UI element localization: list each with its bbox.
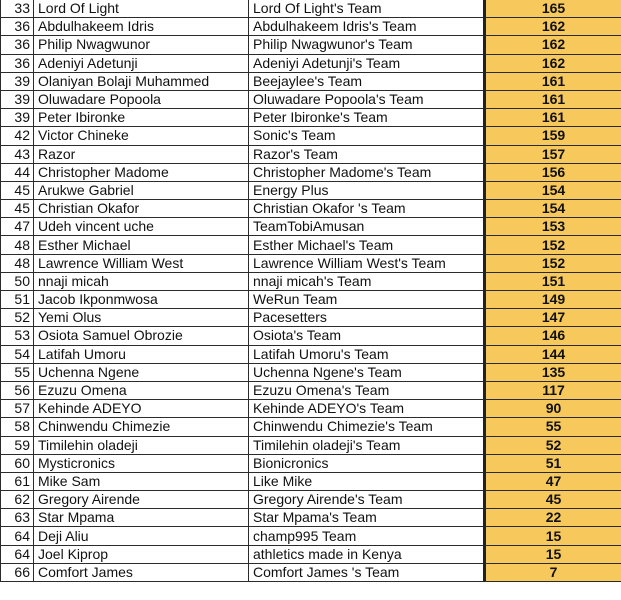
score-cell[interactable]: 15 — [486, 527, 621, 545]
team-name-cell[interactable]: Bionicronics — [249, 454, 484, 472]
participant-name-cell[interactable]: Razor — [34, 145, 249, 163]
rank-cell[interactable]: 48 — [1, 236, 34, 254]
rank-cell[interactable]: 64 — [1, 545, 34, 563]
participant-name-cell[interactable]: Mike Sam — [34, 472, 249, 490]
score-cell[interactable]: 22 — [486, 509, 621, 527]
participant-name-cell[interactable]: Chinwendu Chimezie — [34, 418, 249, 436]
rank-cell[interactable]: 43 — [1, 145, 34, 163]
rank-cell[interactable]: 50 — [1, 272, 34, 290]
table-row — [1, 545, 621, 563]
table-row — [1, 309, 621, 327]
score-cell[interactable]: 144 — [486, 345, 621, 363]
team-name-cell[interactable]: Energy Plus — [249, 181, 484, 199]
team-name-cell[interactable]: Razor's Team — [249, 145, 484, 163]
rank-cell[interactable]: 33 — [1, 0, 34, 18]
participant-name-cell[interactable]: Osiota Samuel Obrozie — [34, 327, 249, 345]
table-row — [1, 181, 621, 199]
participant-name-cell[interactable]: Ezuzu Omena — [34, 381, 249, 399]
table-row — [1, 127, 621, 145]
rank-cell[interactable]: 39 — [1, 90, 34, 108]
rank-cell[interactable]: 42 — [1, 127, 34, 145]
score-cell[interactable]: 52 — [486, 436, 621, 454]
participant-name-cell[interactable]: Uchenna Ngene — [34, 363, 249, 381]
score-cell[interactable]: 157 — [486, 145, 621, 163]
team-name-cell[interactable]: Christopher Madome's Team — [249, 163, 484, 181]
team-name-cell[interactable]: Ezuzu Omena's Team — [249, 381, 484, 399]
table-row — [1, 200, 621, 218]
rank-cell[interactable]: 51 — [1, 291, 34, 309]
participant-name-cell[interactable]: Christopher Madome — [34, 163, 249, 181]
table-row — [1, 491, 621, 509]
participant-name-cell[interactable]: Jacob Ikponmwosa — [34, 291, 249, 309]
team-name-cell[interactable]: Pacesetters — [249, 309, 484, 327]
team-name-cell[interactable]: nnaji micah's Team — [249, 272, 484, 290]
participant-name-cell[interactable]: Kehinde ADEYO — [34, 400, 249, 418]
rank-cell[interactable]: 45 — [1, 200, 34, 218]
participant-name-cell[interactable]: Joel Kiprop — [34, 545, 249, 563]
score-cell[interactable]: 51 — [486, 454, 621, 472]
rank-cell[interactable]: 44 — [1, 163, 34, 181]
score-cell[interactable]: 135 — [486, 363, 621, 381]
table-row — [1, 509, 621, 527]
rank-cell[interactable]: 66 — [1, 563, 34, 581]
rank-cell[interactable]: 54 — [1, 345, 34, 363]
rank-cell[interactable]: 58 — [1, 418, 34, 436]
table-row — [1, 472, 621, 490]
team-name-cell[interactable]: Lord Of Light's Team — [249, 0, 484, 18]
rank-cell[interactable]: 47 — [1, 218, 34, 236]
participant-name-cell[interactable]: Arukwe Gabriel — [34, 181, 249, 199]
table-row — [1, 381, 621, 399]
team-name-cell[interactable]: Adeniyi Adetunji's Team — [249, 54, 484, 72]
score-cell[interactable]: 151 — [486, 272, 621, 290]
team-name-cell[interactable]: Chinwendu Chimezie's Team — [249, 418, 484, 436]
score-cell[interactable]: 162 — [486, 54, 621, 72]
team-name-cell[interactable]: TeamTobiAmusan — [249, 218, 484, 236]
table-row — [1, 218, 621, 236]
score-cell[interactable]: 146 — [486, 327, 621, 345]
participant-name-cell[interactable]: Comfort James — [34, 563, 249, 581]
table-row — [1, 36, 621, 54]
rank-cell[interactable]: 39 — [1, 109, 34, 127]
team-name-cell[interactable]: Christian Okafor 's Team — [249, 200, 484, 218]
score-cell[interactable]: 149 — [486, 291, 621, 309]
table-row — [1, 254, 621, 272]
rank-cell[interactable]: 45 — [1, 181, 34, 199]
rank-cell[interactable]: 48 — [1, 254, 34, 272]
participant-name-cell[interactable]: Latifah Umoru — [34, 345, 249, 363]
table-row — [1, 436, 621, 454]
score-cell[interactable]: 45 — [486, 491, 621, 509]
team-name-cell[interactable]: champ995 Team — [249, 527, 484, 545]
table-row — [1, 109, 621, 127]
score-cell[interactable]: 152 — [486, 236, 621, 254]
table-row — [1, 90, 621, 108]
rank-cell[interactable]: 36 — [1, 54, 34, 72]
participant-name-cell[interactable]: Olaniyan Bolaji Muhammed — [34, 72, 249, 90]
table-row — [1, 54, 621, 72]
score-cell[interactable]: 55 — [486, 418, 621, 436]
rank-cell[interactable]: 36 — [1, 36, 34, 54]
leaderboard-rows — [1, 0, 621, 582]
score-cell[interactable]: 15 — [486, 545, 621, 563]
participant-name-cell[interactable]: Lord Of Light — [34, 0, 249, 18]
score-cell[interactable]: 47 — [486, 472, 621, 490]
team-name-cell[interactable]: Comfort James 's Team — [249, 563, 484, 581]
participant-name-cell[interactable]: nnaji micah — [34, 272, 249, 290]
team-name-cell[interactable]: Oluwadare Popoola's Team — [249, 90, 484, 108]
team-name-cell[interactable]: Star Mpama's Team — [249, 509, 484, 527]
score-cell[interactable]: 90 — [486, 400, 621, 418]
team-name-cell[interactable]: Timilehin oladeji's Team — [249, 436, 484, 454]
team-name-cell[interactable]: Beejaylee's Team — [249, 72, 484, 90]
rank-cell[interactable]: 63 — [1, 509, 34, 527]
rank-cell[interactable]: 60 — [1, 454, 34, 472]
rank-cell[interactable]: 56 — [1, 381, 34, 399]
participant-name-cell[interactable]: Deji Aliu — [34, 527, 249, 545]
participant-name-cell[interactable]: Timilehin oladeji — [34, 436, 249, 454]
team-name-cell[interactable]: Like Mike — [249, 472, 484, 490]
rank-cell[interactable]: 59 — [1, 436, 34, 454]
table-row — [1, 345, 621, 363]
table-row — [1, 236, 621, 254]
table-row — [1, 363, 621, 381]
participant-name-cell[interactable]: Mysticronics — [34, 454, 249, 472]
rank-cell[interactable]: 52 — [1, 309, 34, 327]
rank-cell[interactable]: 55 — [1, 363, 34, 381]
table-row — [1, 291, 621, 309]
table-row — [1, 72, 621, 90]
participant-name-cell[interactable]: Peter Ibironke — [34, 109, 249, 127]
score-cell[interactable]: 147 — [486, 309, 621, 327]
participant-name-cell[interactable]: Oluwadare Popoola — [34, 90, 249, 108]
score-cell[interactable]: 154 — [486, 200, 621, 218]
score-cell[interactable]: 161 — [486, 90, 621, 108]
team-name-cell[interactable]: Lawrence William West's Team — [249, 254, 484, 272]
table-row — [1, 327, 621, 345]
team-name-cell[interactable]: Philip Nwagwunor's Team — [249, 36, 484, 54]
participant-name-cell[interactable]: Udeh vincent uche — [34, 218, 249, 236]
rank-cell[interactable]: 36 — [1, 18, 34, 36]
score-cell[interactable]: 165 — [486, 0, 621, 18]
participant-name-cell[interactable]: Christian Okafor — [34, 200, 249, 218]
team-name-cell[interactable]: Latifah Umoru's Team — [249, 345, 484, 363]
table-row — [1, 18, 621, 36]
score-cell[interactable]: 153 — [486, 218, 621, 236]
team-name-cell[interactable]: Gregory Airende's Team — [249, 491, 484, 509]
table-row — [1, 145, 621, 163]
team-name-cell[interactable]: Peter Ibironke's Team — [249, 109, 484, 127]
team-name-cell[interactable]: Abdulhakeem Idris's Team — [249, 18, 484, 36]
participant-name-cell[interactable]: Gregory Airende — [34, 491, 249, 509]
rank-cell[interactable]: 64 — [1, 527, 34, 545]
table-row — [1, 563, 621, 581]
rank-cell[interactable]: 39 — [1, 72, 34, 90]
participant-name-cell[interactable]: Esther Michael — [34, 236, 249, 254]
table-row — [1, 163, 621, 181]
table-row — [1, 0, 621, 18]
participant-name-cell[interactable]: Adeniyi Adetunji — [34, 54, 249, 72]
table-row — [1, 418, 621, 436]
rank-cell[interactable]: 53 — [1, 327, 34, 345]
participant-name-cell[interactable]: Victor Chineke — [34, 127, 249, 145]
table-row — [1, 454, 621, 472]
rank-cell[interactable]: 61 — [1, 472, 34, 490]
team-name-cell[interactable]: Esther Michael's Team — [249, 236, 484, 254]
score-cell[interactable]: 162 — [486, 36, 621, 54]
team-name-cell[interactable]: Kehinde ADEYO's Team — [249, 400, 484, 418]
team-name-cell[interactable]: Sonic's Team — [249, 127, 484, 145]
table-row — [1, 400, 621, 418]
team-name-cell[interactable]: athletics made in Kenya — [249, 545, 484, 563]
participant-name-cell[interactable]: Lawrence William West — [34, 254, 249, 272]
rank-cell[interactable]: 57 — [1, 400, 34, 418]
score-cell[interactable]: 7 — [486, 563, 621, 581]
table-row — [1, 527, 621, 545]
participant-name-cell[interactable]: Yemi Olus — [34, 309, 249, 327]
team-name-cell[interactable]: Osiota's Team — [249, 327, 484, 345]
score-cell[interactable]: 156 — [486, 163, 621, 181]
score-cell[interactable]: 159 — [486, 127, 621, 145]
team-name-cell[interactable]: WeRun Team — [249, 291, 484, 309]
table-row — [1, 272, 621, 290]
participant-name-cell[interactable]: Abdulhakeem Idris — [34, 18, 249, 36]
participant-name-cell[interactable]: Star Mpama — [34, 509, 249, 527]
rank-cell[interactable]: 62 — [1, 491, 34, 509]
score-cell[interactable]: 117 — [486, 381, 621, 399]
score-cell[interactable]: 161 — [486, 109, 621, 127]
team-name-cell[interactable]: Uchenna Ngene's Team — [249, 363, 484, 381]
score-cell[interactable]: 161 — [486, 72, 621, 90]
score-cell[interactable]: 154 — [486, 181, 621, 199]
score-cell[interactable]: 162 — [486, 18, 621, 36]
participant-name-cell[interactable]: Philip Nwagwunor — [34, 36, 249, 54]
score-cell[interactable]: 152 — [486, 254, 621, 272]
